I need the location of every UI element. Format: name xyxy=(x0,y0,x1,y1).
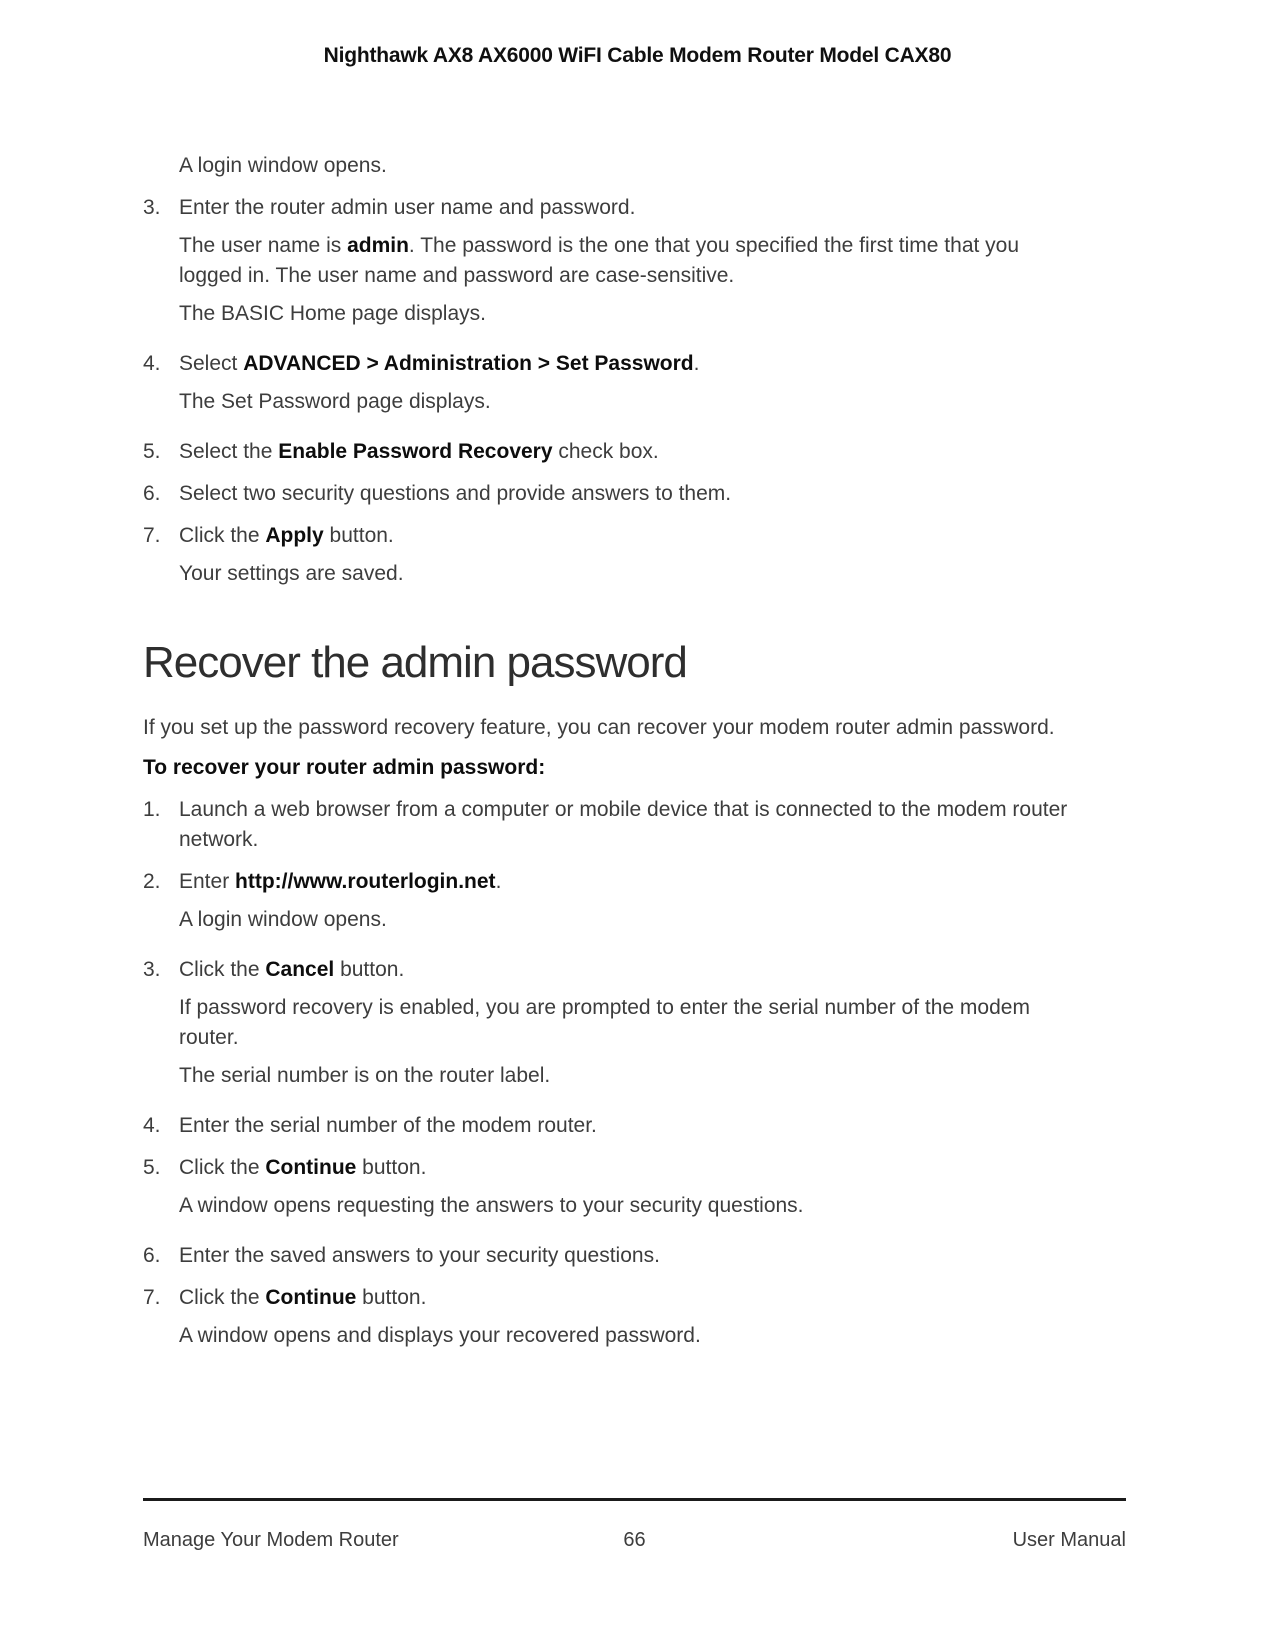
step-number: 2. xyxy=(143,870,161,893)
step-title: Select two security questions and provide answers to them. xyxy=(179,482,732,505)
step-number: 3. xyxy=(143,196,161,219)
step-paragraph: The Set Password page displays. xyxy=(179,390,491,413)
header-title: Nighthawk AX8 AX6000 WiFI Cable Modem Router Model CAX80 xyxy=(323,44,952,67)
footer-page-number: 66 xyxy=(623,1529,646,1551)
step-body xyxy=(179,795,1069,855)
step-title: Launch a web browser from a computer or mobile device that is connected to the modem router network. xyxy=(179,798,1068,851)
step-item xyxy=(143,437,1133,467)
step-body xyxy=(179,193,1069,329)
step-title: Select the Enable Password Recovery check box. xyxy=(179,440,659,463)
page-header xyxy=(0,44,1275,68)
step-number: 5. xyxy=(143,440,161,463)
footer-rule xyxy=(143,1498,1126,1501)
step-paragraph: The serial number is on the router label. xyxy=(179,1064,551,1087)
step-item xyxy=(143,955,1133,1091)
step-body xyxy=(179,349,1069,417)
step-number: 6. xyxy=(143,1244,161,1267)
page-content xyxy=(143,151,1133,1351)
setup-steps-list xyxy=(143,193,1133,589)
step-body xyxy=(179,1153,1069,1221)
step-title: Enter the serial number of the modem router. xyxy=(179,1114,597,1137)
step-paragraph: The user name is admin. The password is the one that you specified the first time that you logged in. The user name and password are case-sensitive. xyxy=(179,234,1020,287)
step-body xyxy=(179,1283,1069,1351)
step-paragraph: A window opens and displays your recovered password. xyxy=(179,1324,701,1347)
step-number: 5. xyxy=(143,1156,161,1179)
step-body xyxy=(179,955,1069,1091)
footer-doc-label: User Manual xyxy=(1012,1529,1126,1551)
step-number: 6. xyxy=(143,482,161,505)
carryover-paragraph: A login window opens. xyxy=(179,154,387,177)
recover-steps-list xyxy=(143,795,1133,1351)
step-title: Click the Apply button. xyxy=(179,524,394,547)
step-number: 1. xyxy=(143,798,161,821)
step-item xyxy=(143,867,1133,935)
step-item xyxy=(143,479,1133,509)
step-item xyxy=(143,521,1133,589)
step-body xyxy=(179,1241,1069,1271)
step-number: 4. xyxy=(143,1114,161,1137)
step-number: 4. xyxy=(143,352,161,375)
section-heading: Recover the admin password xyxy=(143,638,687,687)
page-footer xyxy=(143,1498,1126,1551)
step-title: Click the Continue button. xyxy=(179,1156,427,1179)
footer-section-label: Manage Your Modem Router xyxy=(143,1529,399,1551)
step-number: 7. xyxy=(143,1286,161,1309)
step-item xyxy=(143,193,1133,329)
step-item xyxy=(143,1283,1133,1351)
step-title: Select ADVANCED > Administration > Set Password. xyxy=(179,352,700,375)
step-number: 3. xyxy=(143,958,161,981)
step-paragraph: If password recovery is enabled, you are prompted to enter the serial number of the modem router. xyxy=(179,996,1030,1049)
step-body xyxy=(179,521,1069,589)
step-title: Click the Cancel button. xyxy=(179,958,405,981)
step-item xyxy=(143,1111,1133,1141)
step-paragraph: A login window opens. xyxy=(179,908,387,931)
step-paragraph: A window opens requesting the answers to your security questions. xyxy=(179,1194,804,1217)
step-item xyxy=(143,1241,1133,1271)
step-paragraph: The BASIC Home page displays. xyxy=(179,302,486,325)
step-title: Click the Continue button. xyxy=(179,1286,427,1309)
step-title: Enter the router admin user name and password. xyxy=(179,196,636,219)
step-paragraph: Your settings are saved. xyxy=(179,562,404,585)
step-item xyxy=(143,795,1133,855)
step-title: Enter the saved answers to your security questions. xyxy=(179,1244,660,1267)
procedure-lead: To recover your router admin password: xyxy=(143,756,546,779)
step-body xyxy=(179,1111,1069,1141)
step-item xyxy=(143,1153,1133,1221)
step-body xyxy=(179,437,1069,467)
step-number: 7. xyxy=(143,524,161,547)
step-title: Enter http://www.routerlogin.net. xyxy=(179,870,502,893)
section-intro: If you set up the password recovery feature, you can recover your modem router admin password. xyxy=(143,716,1055,739)
step-body xyxy=(179,479,1069,509)
step-body xyxy=(179,867,1069,935)
step-item xyxy=(143,349,1133,417)
